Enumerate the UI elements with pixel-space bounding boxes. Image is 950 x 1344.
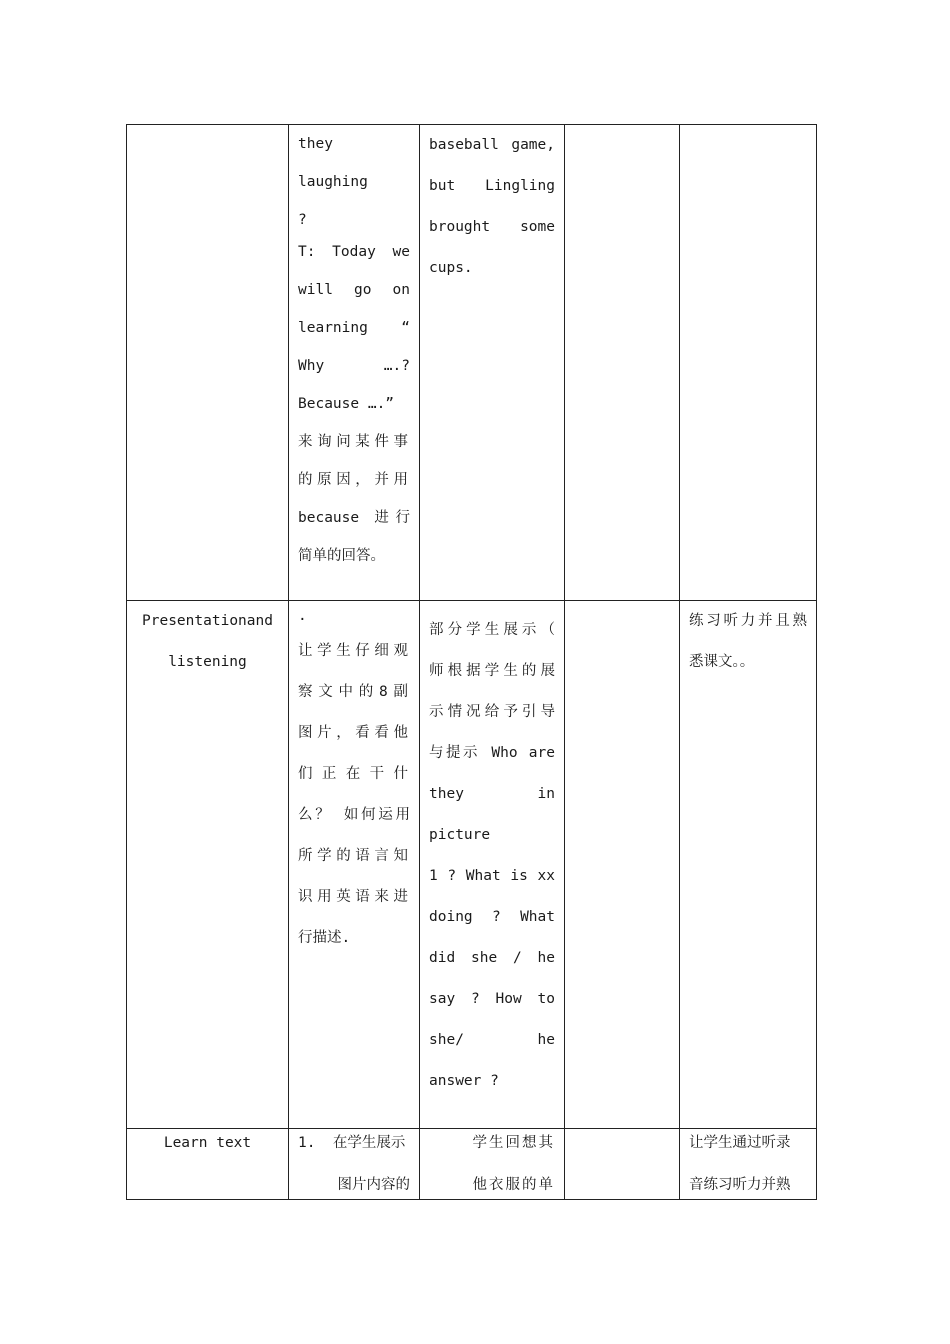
text-line: 们正在干什 <box>298 766 410 782</box>
text-line: 1 ? What is xx <box>429 868 555 884</box>
text-line: 简单的回答。 <box>298 548 385 564</box>
text-line: ? <box>298 212 307 228</box>
text-line: 他衣服的单 <box>472 1177 555 1193</box>
stage-cell <box>127 125 289 601</box>
text-line: brought some <box>429 219 555 235</box>
text-line: she/ he <box>429 1032 555 1048</box>
stage-cell: Learn text <box>127 1129 289 1200</box>
teacher-activity-cell <box>289 601 420 1129</box>
empty-cell <box>565 125 680 601</box>
purpose-cell <box>680 125 817 601</box>
text-line: Why ….? <box>298 358 410 374</box>
empty-cell <box>565 601 680 1129</box>
text-line: baseball game, <box>429 137 555 153</box>
text-line: 音练习听力并熟 <box>689 1177 791 1193</box>
student-activity-cell <box>420 125 565 601</box>
text-line: 让学生通过听录 <box>689 1135 791 1151</box>
text-line: doing ? What <box>429 909 555 925</box>
text-line: T: Today we <box>298 244 410 260</box>
text-line: because 进行 <box>298 510 410 526</box>
student-activity-cell <box>420 1129 565 1200</box>
text-line: listening <box>168 654 247 670</box>
text-line: but Lingling <box>429 178 555 194</box>
text-line: answer ? <box>429 1073 499 1089</box>
text-line: 部分学生展示（ <box>429 622 555 638</box>
stage-cell <box>127 601 289 1129</box>
text-line: 悉课文。。 <box>689 654 755 670</box>
text-line: 图片，看看他 <box>298 725 410 741</box>
text-line: 所学的语言知 <box>298 848 410 864</box>
text-line: 来询问某件事 <box>298 434 410 450</box>
text-line: Because ….” <box>298 396 395 412</box>
text-line: will go on <box>298 282 410 298</box>
text-line: they laughing <box>298 136 368 190</box>
text-line: 1. 在学生展示 <box>298 1135 406 1151</box>
table-row <box>127 125 817 601</box>
text-line: learning “ <box>298 320 410 336</box>
purpose-cell <box>680 1129 817 1200</box>
text-line: . <box>298 608 307 624</box>
text-line: 么？ 如何运用 <box>298 807 410 823</box>
text-line: 识用英语来进 <box>298 889 410 905</box>
text-line: did she / he <box>429 950 555 966</box>
text-line: 行描述. <box>298 930 351 946</box>
text-line: 让学生仔细观 <box>298 643 410 659</box>
text-line: they in picture <box>429 786 555 843</box>
text-line: Presentationand <box>142 613 273 629</box>
text-line: say ? How to <box>429 991 555 1007</box>
purpose-cell <box>680 601 817 1129</box>
text-line: 师根据学生的展 <box>429 663 555 679</box>
text-line: 示情况给予引导 <box>429 704 555 720</box>
text-line: 练习听力并且熟 <box>689 613 807 629</box>
text-line: 学生回想其 <box>472 1135 555 1151</box>
teacher-activity-cell <box>289 125 420 601</box>
text-line: 图片内容的 <box>337 1177 410 1193</box>
text-line: 与提示 Who are <box>429 745 555 761</box>
lesson-plan-table <box>126 124 817 1200</box>
table-row <box>127 601 817 1129</box>
empty-cell <box>565 1129 680 1200</box>
student-activity-cell <box>420 601 565 1129</box>
text-line: 的原因，并用 <box>298 472 410 488</box>
teacher-activity-cell <box>289 1129 420 1200</box>
table-row <box>127 1129 817 1200</box>
text-line: 察文中的8副 <box>298 684 410 700</box>
text-line: cups. <box>429 260 473 276</box>
